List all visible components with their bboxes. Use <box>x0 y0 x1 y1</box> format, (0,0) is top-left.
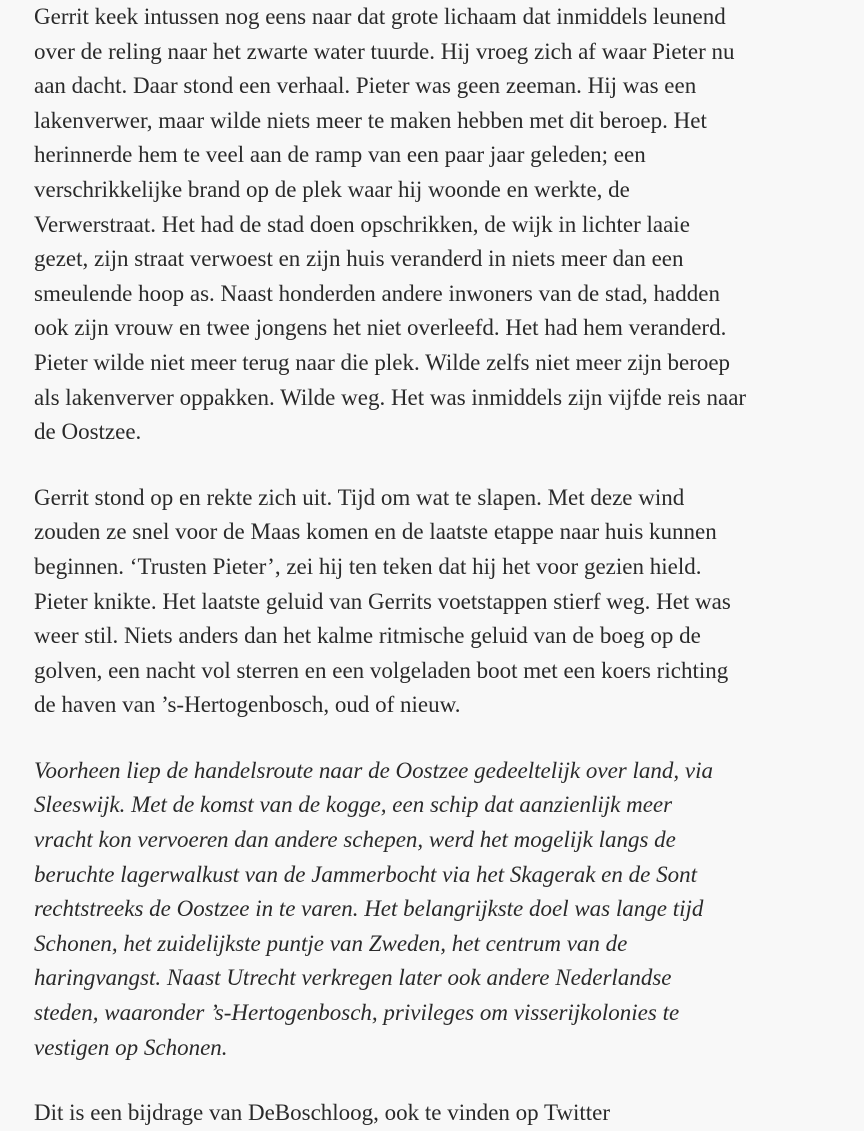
text-line: als lakenverver oppakken. Wilde weg. Het was inmiddels zijn vijfde reis naar <box>34 384 747 410</box>
text-line: gezet, zijn straat verwoest en zijn huis veranderd in niets meer dan een <box>34 246 684 272</box>
text-line: Verwerstraat. Het had de stad doen opschrikken, de wijk in lichter laaie <box>34 211 690 237</box>
text-line: ook zijn vrouw en twee jongens het niet overleefd. Het had hem veranderd. <box>34 315 727 341</box>
text-line: Voorheen liep de handelsroute naar de Oostzee gedeeltelijk over land, via <box>34 757 713 783</box>
paragraph-2 <box>34 481 834 723</box>
text-line: verschrikkelijke brand op de plek waar hij woonde en werkte, de <box>34 176 630 202</box>
text-line: beginnen. ‘Trusten Pieter’, zei hij ten teken dat hij het voor gezien hield. <box>34 553 702 579</box>
text-line: Schonen, het zuidelijkste puntje van Zweden, het centrum van de <box>34 930 628 956</box>
text-line: weer stil. Niets anders dan het kalme ritmische geluid van de boeg op de <box>34 623 701 649</box>
text-line: de haven van ’s-Hertogenbosch, oud of nieuw. <box>34 692 461 718</box>
text-line: Gerrit stond op en rekte zich uit. Tijd om wat te slapen. Met deze wind <box>34 484 685 510</box>
text-line: golven, een nacht vol sterren en een volgeladen boot met een koers richting <box>34 657 729 683</box>
text-line: over de reling naar het zwarte water tuurde. Hij vroeg zich af waar Pieter nu <box>34 38 735 64</box>
text-line: lakenverwer, maar wilde niets meer te maken hebben met dit beroep. Het <box>34 107 707 133</box>
text-line: smeulende hoop as. Naast honderden andere inwoners van de stad, hadden <box>34 280 720 306</box>
text-line: Gerrit keek intussen nog eens naar dat grote lichaam dat inmiddels leunend <box>34 4 726 29</box>
text-line: de Oostzee. <box>34 419 142 445</box>
paragraph-4-credit <box>34 1096 834 1131</box>
text-line: Dit is een bijdrage van DeBoschloog, ook te vinden op Twitter <box>34 1100 611 1126</box>
text-line: haringvangst. Naast Utrecht verkregen later ook andere Nederlandse <box>34 965 672 991</box>
article-body <box>34 0 834 1131</box>
text-line: beruchte lagerwalkust van de Jammerbocht via het Skagerak en de Sont <box>34 861 697 887</box>
text-line: Pieter wilde niet meer terug naar die plek. Wilde zelfs niet meer zijn beroep <box>34 349 731 375</box>
text-line: steden, waaronder ’s-Hertogenbosch, privileges om visserijkolonies te <box>34 1000 680 1026</box>
text-line: zouden ze snel voor de Maas komen en de laatste etappe naar huis kunnen <box>34 519 717 545</box>
text-line: herinnerde hem te veel aan de ramp van een paar jaar geleden; een <box>34 142 646 168</box>
text-line: Pieter knikte. Het laatste geluid van Gerrits voetstappen stierf weg. Het was <box>34 588 731 614</box>
text-line: rechtstreeks de Oostzee in te varen. Het belangrijkste doel was lange tijd <box>34 896 704 922</box>
text-line: vracht kon vervoeren dan andere schepen, werd het mogelijk langs de <box>34 827 676 853</box>
paragraph-3-italic-note <box>34 754 834 1065</box>
text-line: aan dacht. Daar stond een verhaal. Pieter was geen zeeman. Hij was een <box>34 73 697 99</box>
text-line: Sleeswijk. Met de komst van de kogge, een schip dat aanzienlijk meer <box>34 792 673 818</box>
paragraph-1 <box>34 0 834 450</box>
text-line: vestigen op Schonen. <box>34 1034 228 1060</box>
